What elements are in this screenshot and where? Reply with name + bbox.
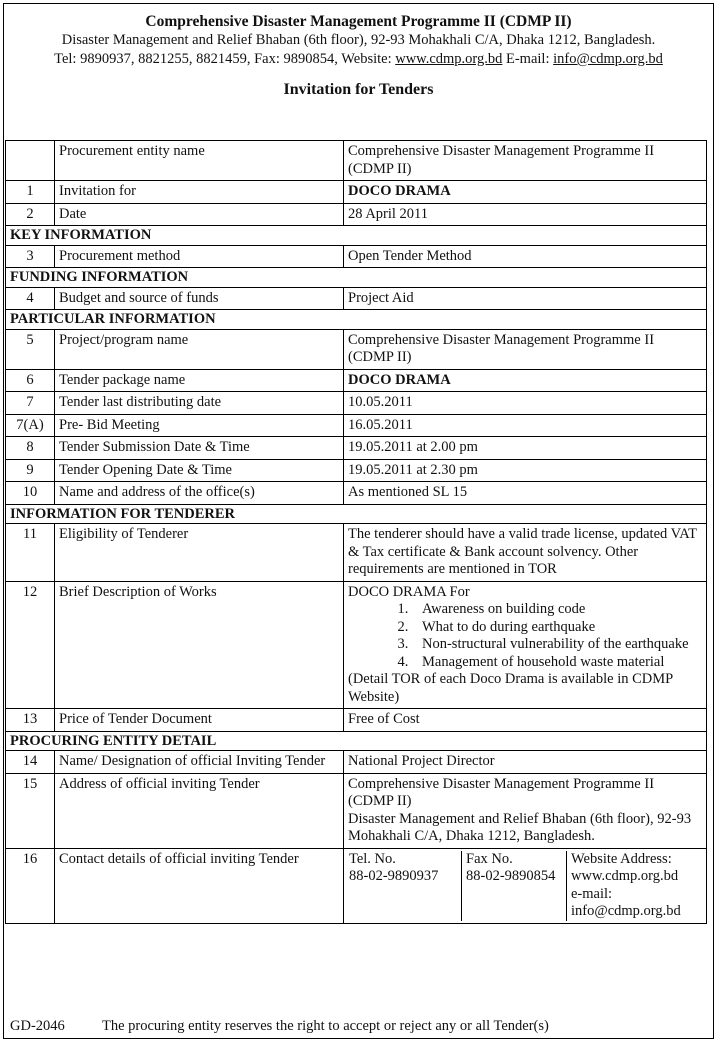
notice-footer	[10, 1018, 700, 1035]
fax-label: Fax No.	[466, 850, 513, 867]
row-label: Price of Tender Document	[55, 709, 344, 732]
section-header	[6, 310, 707, 330]
table-row	[6, 773, 707, 848]
table-row	[6, 181, 707, 204]
row-value: Free of Cost	[344, 709, 707, 732]
row-number: 5	[6, 329, 55, 369]
organization-address: Disaster Management and Relief Bhaban (6th floor), 92-93 Mohakhali C/A, Dhaka 1212, Bangladesh.	[61, 32, 656, 48]
address-line: Disaster Management and Relief Bhaban (6th floor), 92-93 Mohakhali C/A, Dhaka 1212, Bangladesh.	[348, 810, 692, 844]
row-number: 7	[6, 392, 55, 415]
row-value: 16.05.2011	[344, 414, 707, 437]
tel-value: 88-02-9890937	[349, 868, 439, 884]
row-value	[344, 773, 707, 848]
contact-row	[349, 851, 706, 921]
row-label: Address of official inviting Tender	[55, 773, 344, 848]
row-number: 16	[6, 848, 55, 923]
table-row	[6, 751, 707, 774]
list-item: 4. Management of household waste material	[412, 654, 702, 672]
row-value: The tenderer should have a valid trade license, updated VAT & Tax certificate & Bank account solvency. Other requirements are mentioned in TOR	[344, 524, 707, 582]
table-row	[6, 581, 707, 709]
table-row	[6, 709, 707, 732]
tel-cell	[349, 851, 462, 921]
row-label: Budget and source of funds	[55, 287, 344, 310]
row-label: Tender Opening Date & Time	[55, 459, 344, 482]
table-row	[6, 414, 707, 437]
row-value	[344, 848, 707, 923]
row-label: Brief Description of Works	[55, 581, 344, 709]
table-row	[6, 482, 707, 505]
notice-header	[4, 4, 713, 69]
row-number: 6	[6, 369, 55, 392]
contact-email-value[interactable]: info@cdmp.org.bd	[571, 903, 681, 919]
section-title-particular-information: PARTICULAR INFORMATION	[6, 310, 707, 330]
section-title-information-for-tenderer: INFORMATION FOR TENDERER	[6, 504, 707, 524]
table-row	[6, 459, 707, 482]
row-number: 14	[6, 751, 55, 774]
table-row	[6, 141, 707, 181]
row-label: Invitation for	[55, 181, 344, 204]
row-value: DOCO DRAMA	[344, 181, 707, 204]
web-label: Website Address:	[571, 850, 672, 867]
tender-table	[5, 140, 707, 924]
row-value: Project Aid	[344, 287, 707, 310]
website-link[interactable]: www.cdmp.org.bd	[395, 51, 503, 67]
web-value[interactable]: www.cdmp.org.bd	[571, 868, 679, 884]
table-row	[6, 369, 707, 392]
row-label: Tender Submission Date & Time	[55, 437, 344, 460]
row-value: 10.05.2011	[344, 392, 707, 415]
section-header	[6, 504, 707, 524]
contact-email-label: e-mail:	[571, 885, 613, 902]
row-number: 15	[6, 773, 55, 848]
row-label: Name and address of the office(s)	[55, 482, 344, 505]
table-row	[6, 524, 707, 582]
row-label: Pre- Bid Meeting	[55, 414, 344, 437]
row-label: Name/ Designation of official Inviting Tender	[55, 751, 344, 774]
contact-details	[349, 851, 706, 921]
works-note: (Detail TOR of each Doco Drama is available in CDMP Website)	[348, 671, 673, 705]
row-value: DOCO DRAMA	[344, 369, 707, 392]
row-value: 19.05.2011 at 2.30 pm	[344, 459, 707, 482]
row-value: Comprehensive Disaster Management Programme II (CDMP II)	[344, 329, 707, 369]
row-number: 1	[6, 181, 55, 204]
works-list	[348, 601, 702, 671]
row-number: 13	[6, 709, 55, 732]
row-value: Open Tender Method	[344, 245, 707, 268]
row-number: 12	[6, 581, 55, 709]
section-header	[6, 731, 707, 751]
table-row	[6, 848, 707, 923]
web-cell	[567, 851, 707, 921]
contact-phones: Tel: 9890937, 8821255, 8821459, Fax: 9890854, Website:	[54, 51, 396, 67]
row-label: Project/program name	[55, 329, 344, 369]
row-number: 4	[6, 287, 55, 310]
fax-cell	[462, 851, 567, 921]
row-number: 11	[6, 524, 55, 582]
section-title-key-information: KEY INFORMATION	[6, 226, 707, 246]
email-label: E-mail:	[502, 51, 554, 67]
tel-label: Tel. No.	[349, 850, 396, 867]
row-number: 10	[6, 482, 55, 505]
row-number: 9	[6, 459, 55, 482]
row-number: 8	[6, 437, 55, 460]
row-number	[6, 141, 55, 181]
table-row	[6, 329, 707, 369]
page-title: Invitation for Tenders	[283, 81, 434, 98]
row-label: Procurement method	[55, 245, 344, 268]
table-row	[6, 245, 707, 268]
row-number: 2	[6, 203, 55, 226]
list-item: 1. Awareness on building code	[412, 601, 702, 619]
row-value: As mentioned SL 15	[344, 482, 707, 505]
table-row	[6, 392, 707, 415]
organization-contact	[4, 50, 713, 69]
row-value	[344, 581, 707, 709]
organization-name: Comprehensive Disaster Management Programme II (CDMP II)	[145, 13, 572, 30]
table-row	[6, 287, 707, 310]
address-line: Comprehensive Disaster Management Programme II (CDMP II)	[348, 775, 655, 809]
section-header	[6, 226, 707, 246]
row-value: Comprehensive Disaster Management Programme II (CDMP II)	[344, 141, 707, 181]
list-item: 2. What to do during earthquake	[412, 619, 702, 637]
list-item: 3. Non-structural vulnerability of the earthquake	[412, 636, 702, 654]
fax-value: 88-02-9890854	[466, 868, 556, 884]
section-title-procuring-entity-detail: PROCURING ENTITY DETAIL	[6, 731, 707, 751]
row-label: Procurement entity name	[55, 141, 344, 181]
row-label: Eligibility of Tenderer	[55, 524, 344, 582]
row-value: National Project Director	[344, 751, 707, 774]
works-intro: DOCO DRAMA For	[348, 583, 470, 600]
notice-code: GD-2046	[10, 1018, 65, 1034]
section-header	[6, 268, 707, 288]
row-label: Contact details of official inviting Tender	[55, 848, 344, 923]
row-label: Tender package name	[55, 369, 344, 392]
row-label: Date	[55, 203, 344, 226]
row-number: 7(A)	[6, 414, 55, 437]
row-number: 3	[6, 245, 55, 268]
email-link[interactable]: info@cdmp.org.bd	[553, 51, 663, 67]
table-row	[6, 203, 707, 226]
row-value: 19.05.2011 at 2.00 pm	[344, 437, 707, 460]
table-row	[6, 437, 707, 460]
row-value: 28 April 2011	[344, 203, 707, 226]
section-title-funding-information: FUNDING INFORMATION	[6, 268, 707, 288]
row-label: Tender last distributing date	[55, 392, 344, 415]
footer-note: The procuring entity reserves the right to accept or reject any or all Tender(s)	[102, 1018, 549, 1034]
